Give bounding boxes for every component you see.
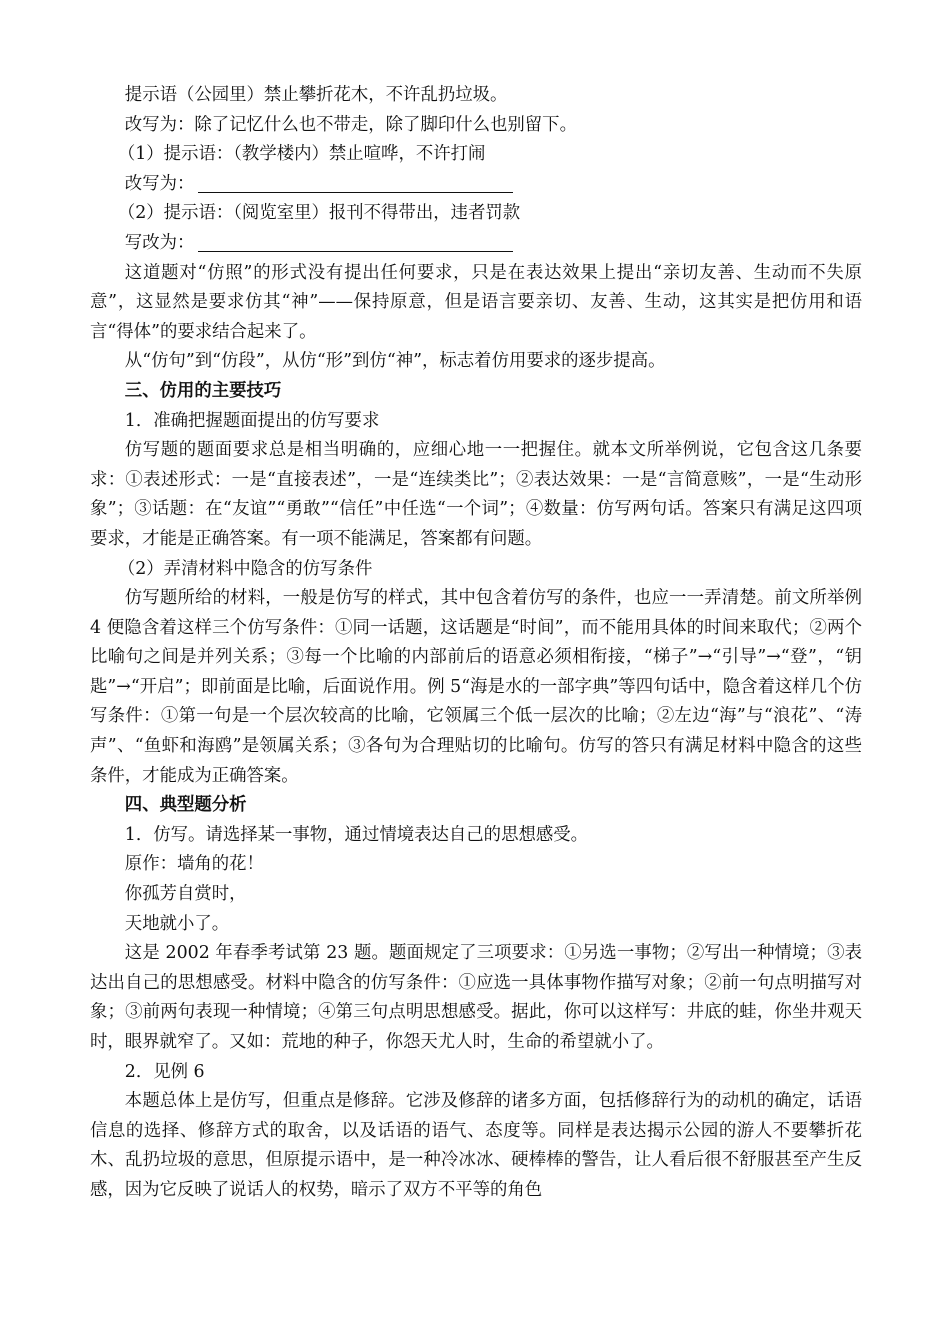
paragraph-text: 改写为： xyxy=(124,173,195,194)
paragraph-16 xyxy=(90,880,862,910)
paragraph-5 xyxy=(90,229,862,259)
paragraph-18 xyxy=(90,939,862,1057)
paragraph-11 xyxy=(90,555,862,585)
paragraph-1 xyxy=(90,111,862,141)
paragraph-text: 本题总体上是仿写，但重点是修辞。它涉及修辞的诸多方面，包括修辞行为的动机的确定，话语信息的选择、修辞方式的取舍，以及话语的语气、态度等。同样是表达揭示公园的游人不要攀折花木、乱扔垃圾的意思，但原提示语中，是一种冷冰冰、硬棒棒的警告，让人看后很不舒服甚至产生反感，因为它反映了说话人的权势，暗示了双方不平等的角色 xyxy=(90,1091,862,1200)
paragraph-text: 改写为：除了记忆什么也不带走，除了脚印什么也别留下。 xyxy=(124,114,577,135)
answer-blank-line[interactable] xyxy=(198,229,513,252)
paragraph-text: 2．见例 6 xyxy=(124,1061,205,1082)
paragraph-12 xyxy=(90,584,862,791)
paragraph-text: 仿写题的题面要求总是相当明确的，应细心地一一把握住。就本文所举例说，它包含这几条要求：①表述形式：一是“直接表述”，一是“连续类比”；②表达效果：一是“言简意赅”，一是“生动形象”；③话题：在“友谊”“勇敢”“信任”中任选“一个词”；④数量：仿写两句话。答案只有满足这四项要求，才能是正确答案。有一项不能满足，答案都有问题。 xyxy=(90,440,862,549)
paragraph-2 xyxy=(90,140,862,170)
heading-text: 四、典型题分析 xyxy=(124,795,247,816)
paragraph-9 xyxy=(90,407,862,437)
paragraph-14 xyxy=(90,821,862,851)
paragraph-3 xyxy=(90,170,862,200)
answer-blank-line[interactable] xyxy=(198,170,513,193)
section-heading-analysis xyxy=(90,791,862,821)
paragraph-text: 你孤芳自赏时， xyxy=(124,884,247,905)
paragraph-4 xyxy=(90,199,862,229)
paragraph-text: 这道题对“仿照”的形式没有提出任何要求，只是在表达效果上提出“亲切友善、生动而不失原意”，这显然是要求仿其“神”——保持原意，但是语言要亲切、友善、生动，这其实是把仿用和语言“得体”的要求结合起来了。 xyxy=(90,262,862,342)
paragraph-17 xyxy=(90,910,862,940)
paragraph-7 xyxy=(90,347,862,377)
section-heading-techniques xyxy=(90,377,862,407)
paragraph-text: 1．准确把握题面提出的仿写要求 xyxy=(124,410,380,431)
paragraph-15 xyxy=(90,850,862,880)
paragraph-text: 1．仿写。请选择某一事物，通过情境表达自己的思想感受。 xyxy=(124,824,589,845)
paragraph-text: 从“仿句”到“仿段”，从仿“形”到仿“神”，标志着仿用要求的逐步提高。 xyxy=(124,351,666,372)
paragraph-text: 原作：墙角的花！ xyxy=(124,854,264,875)
paragraph-text: （1）提示语：（教学楼内）禁止喧哗，不许打闹 xyxy=(117,144,486,165)
paragraph-text: （2）弄清材料中隐含的仿写条件 xyxy=(117,558,373,579)
paragraph-19 xyxy=(90,1058,862,1088)
paragraph-text: 这是 2002 年春季考试第 23 题。题面规定了三项要求：①另选一事物；②写出一种情境；③表达出自己的思想感受。材料中隐含的仿写条件：①应选一具体事物作描写对象；②前一句点明描写对象；③前两句表现一种情境；④第三句点明思想感受。据此，你可以这样写：井底的蛙，你坐井观天时，眼界就窄了。又如：荒地的种子，你怨天尤人时，生命的希望就小了。 xyxy=(90,943,862,1052)
paragraph-text: （2）提示语：（阅览室里）报刊不得带出，违者罚款 xyxy=(117,203,521,224)
paragraph-text: 写改为： xyxy=(124,232,195,253)
paragraph-6 xyxy=(90,259,862,348)
paragraph-text: 天地就小了。 xyxy=(124,913,230,934)
paragraph-20 xyxy=(90,1087,862,1205)
paragraph-10 xyxy=(90,436,862,554)
paragraph-text: 提示语（公园里）禁止攀折花木，不许乱扔垃圾。 xyxy=(124,85,508,105)
heading-text: 三、仿用的主要技巧 xyxy=(124,380,282,401)
paragraph-0 xyxy=(90,81,862,111)
paragraph-text: 仿写题所给的材料，一般是仿写的样式，其中包含着仿写的条件，也应一一弄清楚。前文所举例 4 便隐含着这样三个仿写条件：①同一话题，这话题是“时间”，而不能用具体的时间来取代；②两个比喻句之间是并列关系；③每一个比喻的内部前后的语意必须相衔接，“梯子”→“引导”→“登”，“钥匙”→“开启”；即前面是比喻，后面说作用。例 5“海是水的一部字典”等四句话中，隐含着这样几个仿写条件：①第一句是一个层次较高的比喻，它领属三个低一层次的比喻；②左边“海”与“浪花”、“涛声”、“鱼虾和海鸥”是领属关系；③各句为合理贴切的比喻句。仿写的答只有满足材料中隐含的这些条件，才能成为正确答案。 xyxy=(90,588,862,786)
